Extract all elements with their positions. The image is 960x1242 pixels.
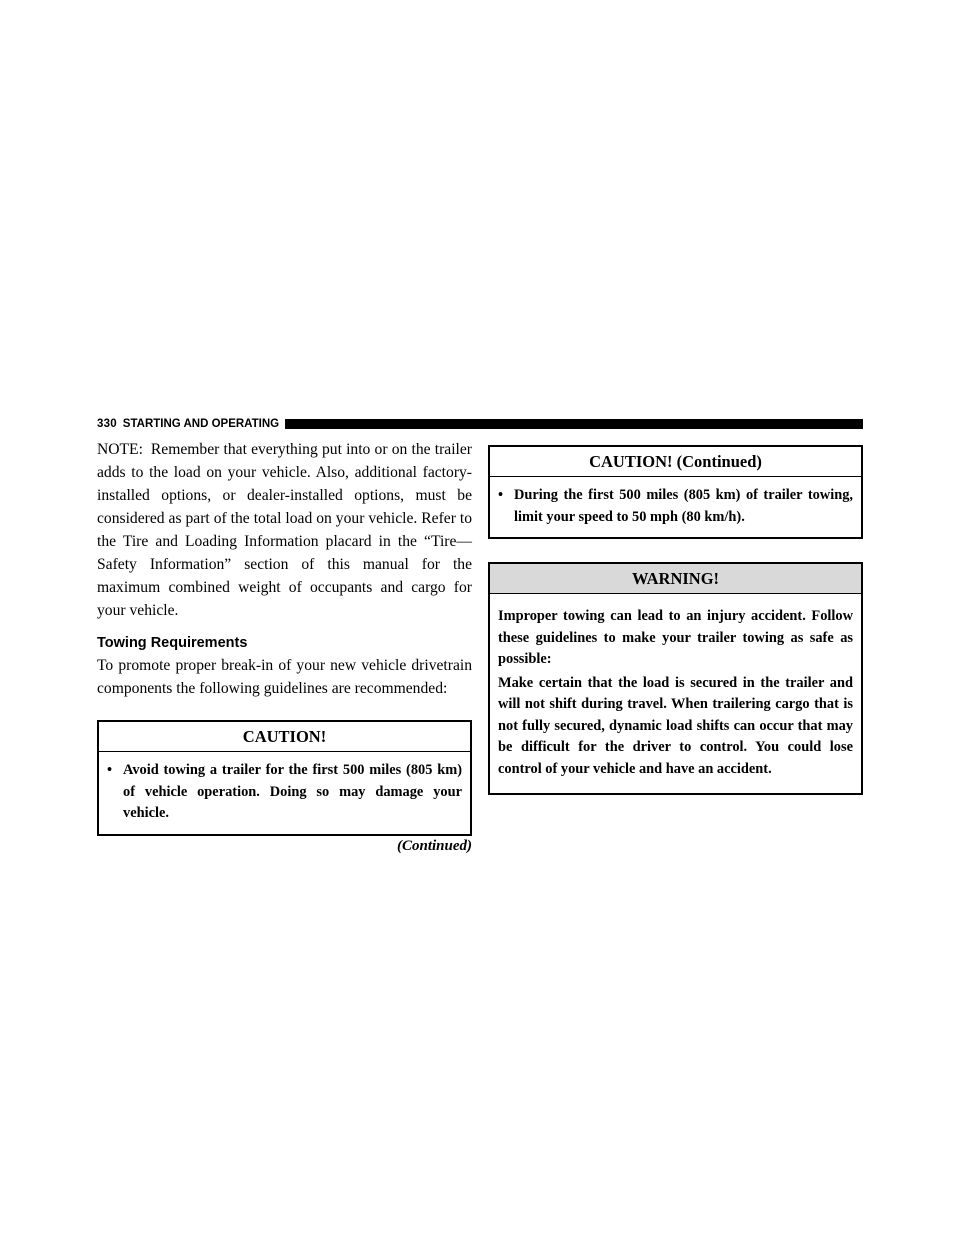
caution-body xyxy=(99,752,470,834)
caution-continued-box xyxy=(488,445,863,539)
note-label: NOTE: xyxy=(97,441,143,458)
header-rule xyxy=(285,419,863,429)
caution-title: CAUTION! xyxy=(99,722,470,752)
section-title: STARTING AND OPERATING xyxy=(122,418,280,430)
caution-continued-bullet-text: During the first 500 miles (805 km) of trailer towing, limit your speed to 50 mph (80 km/h). xyxy=(514,487,853,525)
caution-bullet-text: Avoid towing a trailer for the first 500 miles (805 km) of vehicle operation. Doing so may damage your vehicle. xyxy=(123,762,462,821)
caution-continued-title: CAUTION! (Continued) xyxy=(490,447,861,477)
note-text: Remember that everything put into or on the trailer adds to the load on your vehicle. Also, additional factory-installed options, or dealer-installed options, must be considered as part of the total load on your vehicle. Refer to the Tire and Loading Information placard in the “Tire—Safety Information” section of this manual for the maximum combined weight of occupants and cargo for your vehicle. xyxy=(97,441,472,619)
warning-body xyxy=(490,594,861,793)
towing-intro-paragraph: To promote proper break-in of your new vehicle drivetrain components the following guidelines are recommended: xyxy=(97,657,472,697)
caution-bullet-item xyxy=(107,760,462,825)
caution-box xyxy=(97,720,472,836)
page-header xyxy=(97,416,863,432)
warning-paragraph-1: Improper towing can lead to an injury accident. Follow these guidelines to make your trailer towing as safe as possible: xyxy=(498,608,853,667)
page-number: 330 xyxy=(97,418,117,430)
caution-continued-body xyxy=(490,477,861,537)
right-column xyxy=(488,445,863,795)
caution-continued-bullet-item xyxy=(498,485,853,528)
bullet-icon: • xyxy=(107,762,113,778)
left-column xyxy=(97,438,472,855)
towing-requirements-heading: Towing Requirements xyxy=(97,635,248,651)
bullet-icon: • xyxy=(498,487,504,503)
warning-title: WARNING! xyxy=(490,564,861,594)
continued-label: (Continued) xyxy=(396,837,472,854)
note-paragraph xyxy=(97,438,472,622)
warning-box xyxy=(488,562,863,795)
warning-paragraph-2: Make certain that the load is secured in the trailer and will not shift during travel. When trailering cargo that is not fully secured, dynamic load shifts can occur that may be difficult for the driver to control. You could lose control of your vehicle and have an accident. xyxy=(498,674,853,777)
